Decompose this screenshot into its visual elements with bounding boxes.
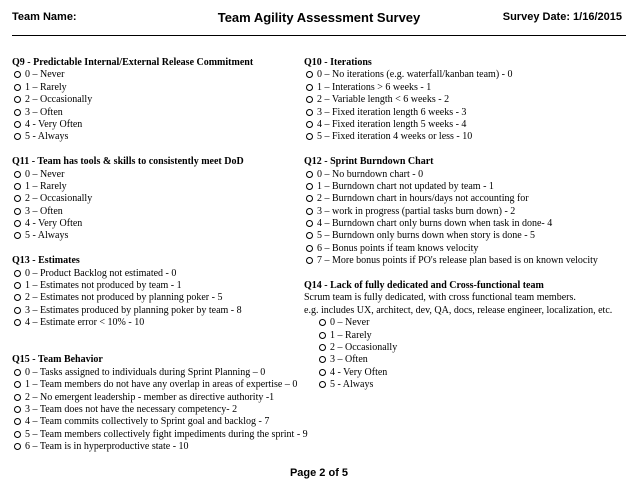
q13-option-1[interactable]: 1 – Estimates not produced by team - 1 [12,280,304,292]
q12-option-2[interactable]: 2 – Burndown chart in hours/days not accounting for [304,193,630,205]
radio-icon[interactable] [14,381,21,388]
radio-icon[interactable] [319,319,326,326]
question-q12 [304,156,630,268]
question-description: e.g. includes UX, architect, dev, QA, docs, release engineer, localization, etc. [304,304,613,316]
question-title: Q11 - Team has tools & skills to consistently meet DoD [12,156,244,168]
radio-icon[interactable] [14,394,21,401]
question-title: Q10 - Iterations [304,57,372,68]
q12-option-7[interactable]: 7 – More bonus points if PO's release plan based is on known velocity [304,255,630,267]
question-q15 [12,354,308,453]
q10-option-2[interactable]: 2 – Variable length < 6 weeks - 2 [304,94,630,106]
radio-icon[interactable] [306,220,313,227]
q15-option-1[interactable]: 1 – Team members do not have any overlap in areas of expertise – 0 [12,379,304,391]
survey-date: Survey Date: 1/16/2015 [502,11,622,23]
q10-option-5[interactable]: 5 – Fixed iteration 4 weeks or less - 10 [304,131,630,143]
q12-option-4[interactable]: 4 – Burndown chart only burns down when task in done- 4 [304,218,630,230]
radio-icon[interactable] [14,294,21,301]
radio-icon[interactable] [14,96,21,103]
q13-option-0[interactable]: 0 – Product Backlog not estimated - 0 [12,268,304,280]
question-title: Q12 - Sprint Burndown Chart [304,156,434,168]
radio-icon[interactable] [306,232,313,239]
question-q13 [12,255,304,329]
radio-icon[interactable] [319,356,326,363]
radio-icon[interactable] [14,418,21,425]
q9-option-0[interactable]: 0 – Never [12,69,304,81]
q11-option-3[interactable]: 3 – Often [12,206,304,218]
radio-icon[interactable] [319,381,326,388]
q10-option-1[interactable]: 1 – Interations > 6 weeks - 1 [304,82,630,94]
radio-icon[interactable] [14,307,21,314]
radio-icon[interactable] [319,344,326,351]
radio-icon[interactable] [14,220,21,227]
question-title: Q13 - Estimates [12,255,80,267]
radio-icon[interactable] [306,84,313,91]
q9-option-1[interactable]: 1 – Rarely [12,82,304,94]
question-q10 [304,57,630,144]
q12-option-3[interactable]: 3 – work in progress (partial tasks burn down) - 2 [304,206,630,218]
radio-icon[interactable] [306,245,313,252]
q15-option-0[interactable]: 0 – Tasks assigned to individuals during Sprint Planning – 0 [12,367,304,379]
q10-option-4[interactable]: 4 – Fixed iteration length 5 weeks - 4 [304,119,630,131]
page-number: Page 2 of 5 [289,467,349,479]
q15-option-6[interactable]: 6 – Team is in hyperproductive state - 10 [12,441,304,453]
question-q14 [304,280,630,392]
q11-option-5[interactable]: 5 - Always [12,230,304,242]
question-title: Q15 - Team Behavior [12,354,103,366]
radio-icon[interactable] [319,369,326,376]
radio-icon[interactable] [306,208,313,215]
q15-option-2[interactable]: 2 – No emergent leadership - member as directive authority -1 [12,392,304,404]
q9-option-4[interactable]: 4 - Very Often [12,119,304,131]
q11-option-4[interactable]: 4 - Very Often [12,218,304,230]
q11-option-2[interactable]: 2 – Occasionally [12,193,304,205]
q14-option-0[interactable]: 0 – Never [304,317,630,329]
q14-option-4[interactable]: 4 - Very Often [304,367,630,379]
radio-icon[interactable] [14,319,21,326]
radio-icon[interactable] [306,257,313,264]
header-divider [12,35,626,36]
radio-icon[interactable] [14,84,21,91]
question-q9 [12,57,304,144]
radio-icon[interactable] [319,332,326,339]
q9-option-5[interactable]: 5 - Always [12,131,304,143]
q15-option-3[interactable]: 3 – Team does not have the necessary competency- 2 [12,404,304,416]
radio-icon[interactable] [14,195,21,202]
radio-icon[interactable] [306,71,313,78]
q13-option-4[interactable]: 4 – Estimate error < 10% - 10 [12,317,304,329]
q10-option-3[interactable]: 3 – Fixed iteration length 6 weeks - 3 [304,107,630,119]
radio-icon[interactable] [306,133,313,140]
radio-icon[interactable] [14,282,21,289]
question-q11 [12,156,304,243]
q12-option-0[interactable]: 0 – No burndown chart - 0 [304,169,630,181]
radio-icon[interactable] [306,109,313,116]
radio-icon[interactable] [14,183,21,190]
page-header [0,0,638,40]
q12-option-5[interactable]: 5 – Burndown only burns down when story is done - 5 [304,230,630,242]
q14-option-1[interactable]: 1 – Rarely [304,330,630,342]
team-name-label: Team Name: [12,11,77,23]
q11-option-0[interactable]: 0 – Never [12,169,304,181]
left-column [12,57,308,454]
q13-option-2[interactable]: 2 – Estimates not produced by planning poker - 5 [12,292,304,304]
q15-option-5[interactable]: 5 – Team members collectively fight impediments during the sprint - 9 [12,429,304,441]
q14-option-5[interactable]: 5 - Always [304,379,630,391]
q9-option-3[interactable]: 3 – Often [12,107,304,119]
q15-option-4[interactable]: 4 – Team commits collectively to Sprint goal and backlog - 7 [12,416,304,428]
right-column [304,57,630,392]
q11-option-1[interactable]: 1 – Rarely [12,181,304,193]
radio-icon[interactable] [14,71,21,78]
q14-option-3[interactable]: 3 – Often [304,354,630,366]
question-description: Scrum team is fully dedicated, with cross functional team members. [304,292,576,304]
radio-icon[interactable] [14,171,21,178]
radio-icon[interactable] [14,443,21,450]
radio-icon[interactable] [306,171,313,178]
radio-icon[interactable] [306,96,313,103]
q13-option-3[interactable]: 3 – Estimates produced by planning poker by team - 8 [12,305,304,317]
radio-icon[interactable] [14,133,21,140]
radio-icon[interactable] [14,406,21,413]
question-title: Q9 - Predictable Internal/External Release Commitment [12,57,254,68]
radio-icon[interactable] [14,109,21,116]
q10-option-0[interactable]: 0 – No iterations (e.g. waterfall/kanban team) - 0 [304,69,630,81]
q12-option-1[interactable]: 1 – Burndown chart not updated by team - 1 [304,181,630,193]
radio-icon[interactable] [14,270,21,277]
radio-icon[interactable] [306,121,313,128]
q9-option-2[interactable]: 2 – Occasionally [12,94,304,106]
q14-option-2[interactable]: 2 – Occasionally [304,342,630,354]
question-title: Q14 - Lack of fully dedicated and Cross-functional team [304,280,544,292]
radio-icon[interactable] [306,183,313,190]
radio-icon[interactable] [306,195,313,202]
radio-icon[interactable] [14,121,21,128]
radio-icon[interactable] [14,431,21,438]
q12-option-6[interactable]: 6 – Bonus points if team knows velocity [304,243,630,255]
radio-icon[interactable] [14,232,21,239]
radio-icon[interactable] [14,369,21,376]
page-title: Team Agility Assessment Survey [217,10,421,25]
radio-icon[interactable] [14,208,21,215]
